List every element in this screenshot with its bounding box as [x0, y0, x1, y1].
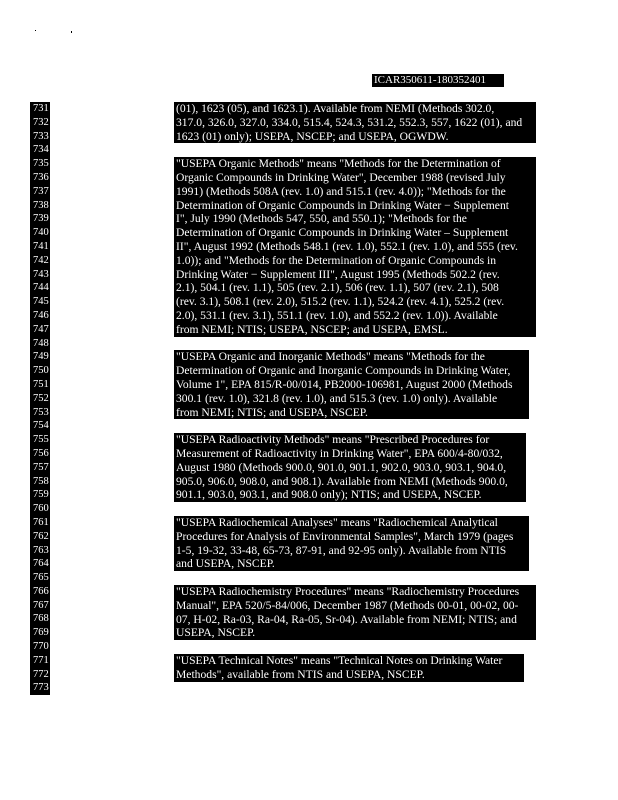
line-number: 735	[33, 158, 49, 170]
paragraph-line: and USEPA, NSCEP.	[174, 557, 529, 571]
paragraph-line: II", August 1992 (Methods 548.1 (rev. 1.0), 552.1 (rev. 1.0), and 555 (rev.	[174, 240, 536, 254]
line-number: 733	[33, 130, 49, 142]
paragraph-line: "USEPA Radiochemistry Procedures" means "Radiochemistry Procedures	[174, 585, 536, 599]
line-number: 754	[33, 420, 49, 432]
line-number: 736	[33, 171, 49, 183]
paragraph-line: (01), 1623 (05), and 1623.1). Available from NEMI (Methods 302.0,	[174, 102, 536, 116]
paragraph-line: "USEPA Radiochemical Analyses" means "Radiochemical Analytical	[174, 516, 529, 530]
paragraph-line: 1-5, 19-32, 33-48, 65-73, 87-91, and 92-95 only). Available from NTIS	[174, 544, 529, 558]
line-number: 748	[33, 337, 49, 349]
paragraph-line: "USEPA Technical Notes" means "Technical Notes on Drinking Water	[174, 654, 524, 668]
line-number: 764	[33, 558, 49, 570]
paragraph-line: 317.0, 326.0, 327.0, 334.0, 515.4, 524.3, 531.2, 552.3, 557, 1622 (01), and	[174, 116, 536, 130]
paragraph-line: Volume 1", EPA 815/R-00/014, PB2000-106981, August 2000 (Methods	[174, 378, 529, 392]
paragraph-line: I", July 1990 (Methods 547, 550, and 550.1); "Methods for the	[174, 212, 536, 226]
line-number: 769	[33, 627, 49, 639]
paragraph-line: Drinking Water − Supplement III", August 1995 (Methods 502.2 (rev.	[174, 268, 536, 282]
line-number: 737	[33, 185, 49, 197]
line-number: 755	[33, 434, 49, 446]
line-number: 746	[33, 309, 49, 321]
line-number: 768	[33, 613, 49, 625]
line-number: 743	[33, 268, 49, 280]
line-number: 765	[33, 572, 49, 584]
line-number: 751	[33, 378, 49, 390]
paragraph-line: "USEPA Organic Methods" means "Methods for the Determination of	[174, 157, 536, 171]
definition-paragraph	[174, 350, 529, 419]
line-number: 772	[33, 668, 49, 680]
line-number: 758	[33, 475, 49, 487]
paragraph-line: Measurement of Radioactivity in Drinking Water", EPA 600/4-80/032,	[174, 447, 526, 461]
definition-paragraph	[174, 654, 524, 682]
paragraph-line: "USEPA Radioactivity Methods" means "Prescribed Procedures for	[174, 433, 526, 447]
paragraph-line: 07, H-02, Ra-03, Ra-04, Ra-05, Sr-04). Available from NEMI; NTIS; and	[174, 613, 536, 627]
line-number: 747	[33, 323, 49, 335]
line-number: 745	[33, 296, 49, 308]
paragraph-line: from NEMI; NTIS; and USEPA, NSCEP.	[174, 406, 529, 420]
line-number: 744	[33, 282, 49, 294]
paragraph-line: Determination of Organic Compounds in Drinking Water − Supplement	[174, 199, 536, 213]
paragraph-line: from NEMI; NTIS; USEPA, NSCEP; and USEPA, EMSL.	[174, 323, 536, 337]
paragraph-line: Organic Compounds in Drinking Water", December 1988 (revised July	[174, 171, 536, 185]
line-number: 752	[33, 392, 49, 404]
line-number: 763	[33, 544, 49, 556]
line-number: 749	[33, 351, 49, 363]
line-number: 753	[33, 406, 49, 418]
paragraph-line: 1623 (01) only); USEPA, NSCEP; and USEPA, OGWDW.	[174, 130, 536, 144]
paragraph-line: Determination of Organic Compounds in Drinking Water – Supplement	[174, 226, 536, 240]
line-number: 756	[33, 447, 49, 459]
line-number-column	[30, 102, 50, 695]
paragraph-line: 905.0, 906.0, 908.0, and 908.1). Available from NEMI (Methods 900.0,	[174, 475, 526, 489]
line-number: 732	[33, 116, 49, 128]
paragraph-line: 300.1 (rev. 1.0), 321.8 (rev. 1.0), and 515.3 (rev. 1.0) only). Available	[174, 392, 529, 406]
line-number: 757	[33, 461, 49, 473]
line-number: 738	[33, 199, 49, 211]
paragraph-line: Procedures for Analysis of Environmental Samples", March 1979 (pages	[174, 530, 529, 544]
speck-mark	[71, 31, 72, 33]
line-number: 731	[33, 103, 49, 114]
line-number: 759	[33, 489, 49, 501]
paragraph-line: "USEPA Organic and Inorganic Methods" means "Methods for the	[174, 350, 529, 364]
paragraph-line: (rev. 3.1), 508.1 (rev. 2.0), 515.2 (rev. 1.1), 524.2 (rev. 4.1), 525.2 (rev.	[174, 295, 536, 309]
paragraph-line: 1991) (Methods 508A (rev. 1.0) and 515.1 (rev. 4.0)); "Methods for the	[174, 185, 536, 199]
line-number: 750	[33, 365, 49, 377]
line-number: 761	[33, 516, 49, 528]
line-number: 767	[33, 599, 49, 611]
paragraph-line: 2.0), 531.1 (rev. 3.1), 551.1 (rev. 1.0), and 552.2 (rev. 1.0)). Available	[174, 309, 536, 323]
paragraph-line: USEPA, NSCEP.	[174, 626, 536, 640]
definition-paragraph	[174, 585, 536, 640]
definition-paragraph	[174, 516, 529, 571]
line-number: 742	[33, 254, 49, 266]
paragraph-line: Methods", available from NTIS and USEPA, NSCEP.	[174, 668, 524, 682]
line-number: 760	[33, 503, 49, 515]
line-number: 766	[33, 585, 49, 597]
line-number: 741	[33, 240, 49, 252]
paragraph-line: 901.1, 903.0, 903.1, and 908.0 only); NTIS; and USEPA, NSCEP.	[174, 488, 526, 502]
line-number: 773	[33, 682, 49, 694]
line-number: 762	[33, 530, 49, 542]
definition-paragraph	[174, 157, 536, 336]
definition-paragraph	[174, 433, 526, 502]
paragraph-line: Determination of Organic and Inorganic Compounds in Drinking Water,	[174, 364, 529, 378]
paragraph-line: August 1980 (Methods 900.0, 901.0, 901.1, 902.0, 903.0, 903.1, 904.0,	[174, 461, 526, 475]
line-number: 739	[33, 213, 49, 225]
definition-paragraph	[174, 102, 536, 143]
scan-specks	[0, 0, 618, 60]
line-number: 734	[33, 144, 49, 156]
line-number: 770	[33, 641, 49, 653]
speck-mark	[35, 30, 36, 31]
paragraph-line: Manual", EPA 520/5-84/006, December 1987 (Methods 00-01, 00-02, 00-	[174, 599, 536, 613]
document-id-header: ICAR350611-180352401	[372, 74, 504, 87]
paragraph-line: 2.1), 504.1 (rev. 1.1), 505 (rev. 2.1), 506 (rev. 1.1), 507 (rev. 2.1), 508	[174, 281, 536, 295]
paragraph-line: 1.0)); and "Methods for the Determination of Organic Compounds in	[174, 254, 536, 268]
line-number: 771	[33, 654, 49, 666]
line-number: 740	[33, 227, 49, 239]
